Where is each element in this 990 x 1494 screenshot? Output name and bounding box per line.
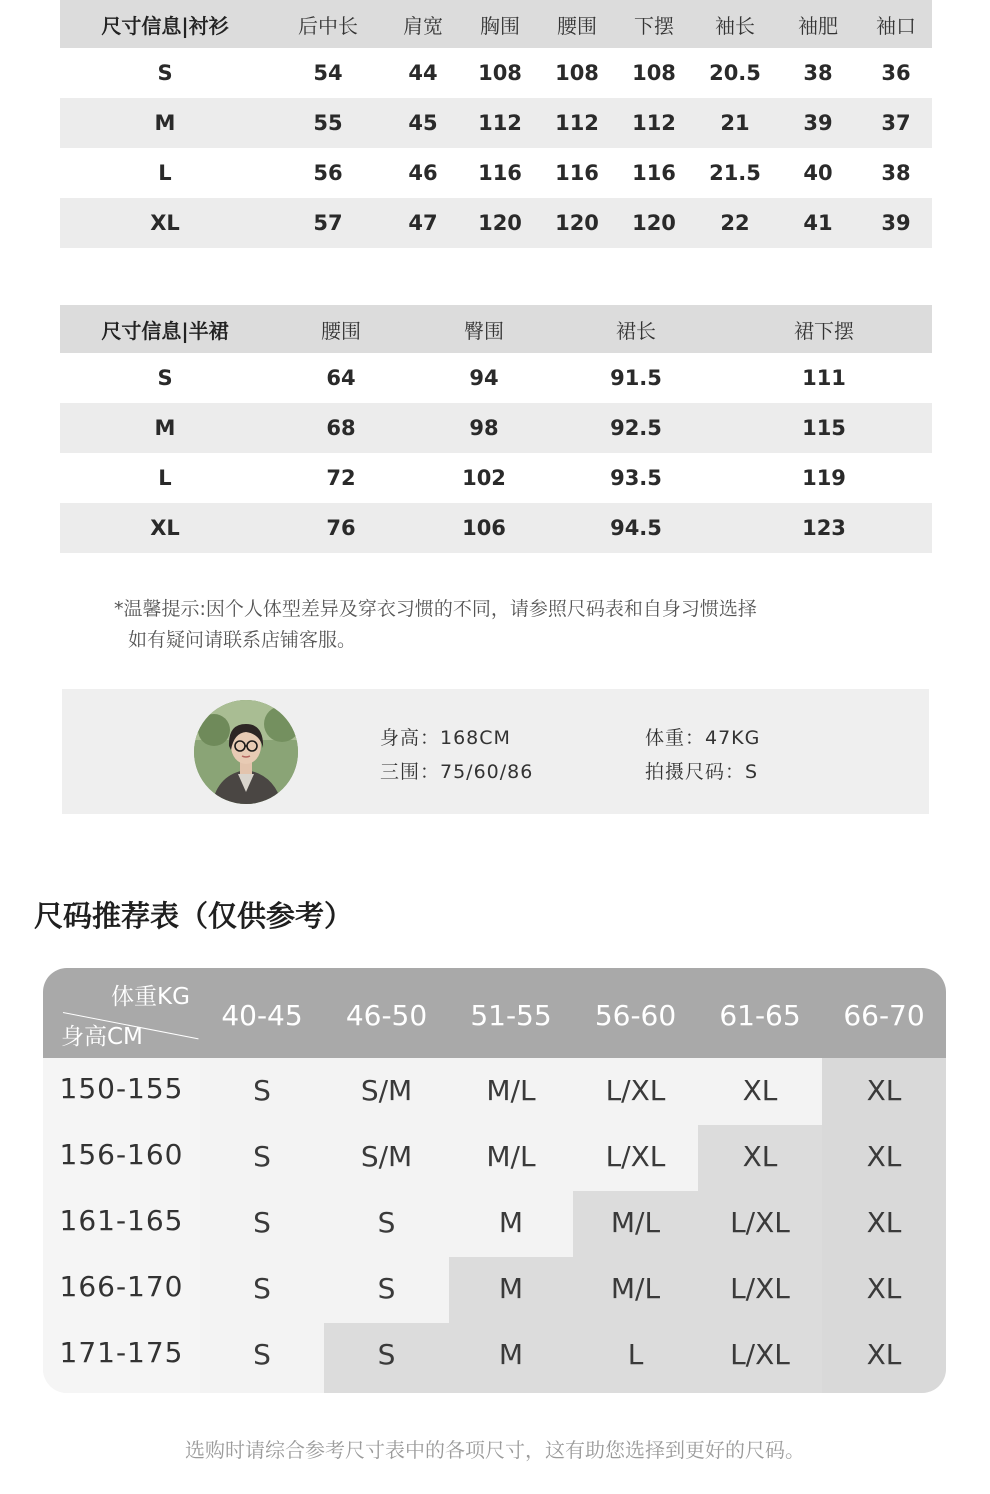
- model-photo-icon: [194, 700, 298, 804]
- recommended-size: L/XL: [730, 1272, 790, 1305]
- recommended-size: S: [253, 1206, 271, 1239]
- avatar: [194, 700, 298, 804]
- recommendation-body: [43, 1058, 946, 1393]
- table-cell: 20.5: [709, 61, 761, 85]
- height-range-label: 171-175: [59, 1336, 184, 1369]
- table-row: [60, 148, 932, 198]
- recommended-size: S: [377, 1206, 396, 1239]
- recommended-size: XL: [866, 1074, 902, 1107]
- weight-range-header: 46-50: [345, 999, 428, 1032]
- recommendation-column: [822, 1058, 946, 1393]
- table-cell: 93.5: [610, 466, 662, 490]
- recommended-size: S: [253, 1140, 271, 1173]
- table-cell: 108: [632, 61, 676, 85]
- table-cell: L: [158, 466, 172, 490]
- table-cell: 21: [720, 111, 750, 135]
- header-cell: 后中长: [298, 13, 358, 38]
- table-cell: 55: [313, 111, 343, 135]
- table-cell: 94.5: [610, 516, 662, 540]
- table-cell: S: [157, 366, 173, 390]
- corner-weight-label: 体重KG: [111, 984, 190, 1010]
- height-range-label: 166-170: [59, 1270, 184, 1303]
- table-cell: 120: [555, 211, 599, 235]
- recommended-size: M/L: [610, 1206, 661, 1239]
- table-cell: 98: [469, 416, 499, 440]
- table-cell: 112: [555, 111, 599, 135]
- table-cell: 91.5: [610, 366, 662, 390]
- table-cell: 94: [469, 366, 499, 390]
- header-cell: 袖口: [876, 13, 916, 38]
- header-cell: 袖长: [715, 13, 755, 38]
- table-row: [60, 98, 932, 148]
- recommendation-column: [324, 1058, 449, 1393]
- height-range-label: 161-165: [59, 1204, 184, 1237]
- table-row: [60, 353, 932, 403]
- recommended-size: XL: [866, 1206, 902, 1239]
- header-cell: 袖肥: [798, 13, 838, 38]
- table-cell: 36: [881, 61, 911, 85]
- table-row: [60, 198, 932, 248]
- weight-range-header: 51-55: [470, 999, 552, 1032]
- table-cell: 116: [478, 161, 522, 185]
- header-cell: 腰围: [557, 13, 597, 38]
- corner-height-label: 身高CM: [61, 1024, 143, 1050]
- table-cell: 116: [555, 161, 599, 185]
- table-row: [60, 48, 932, 98]
- table-cell: 102: [462, 466, 506, 490]
- table-cell: 76: [326, 516, 356, 540]
- height-range-label: 150-155: [59, 1072, 184, 1105]
- table-cell: 120: [478, 211, 522, 235]
- table-cell: 54: [313, 61, 343, 85]
- table-cell: 106: [462, 516, 506, 540]
- table-cell: 38: [881, 161, 911, 185]
- table-cell: 39: [881, 211, 911, 235]
- header-cell: 尺寸信息|半裙: [101, 318, 229, 343]
- recommended-size: M: [498, 1272, 524, 1305]
- recommendation-column: [698, 1058, 822, 1393]
- skirt-size-table: [60, 305, 932, 553]
- table-cell: 38: [803, 61, 833, 85]
- table-cell: 68: [326, 416, 356, 440]
- table-cell: 22: [720, 211, 750, 235]
- header-cell: 裙长: [616, 318, 656, 343]
- table-cell: 45: [408, 111, 438, 135]
- recommended-size: XL: [866, 1140, 902, 1173]
- tip-line: *温馨提示:因个人体型差异及穿衣习惯的不同，请参照尺码表和自身习惯选择: [114, 598, 757, 620]
- recommended-size: XL: [866, 1272, 902, 1305]
- height-range-label: 156-160: [59, 1138, 184, 1171]
- header-cell: 尺寸信息|衬衫: [101, 13, 229, 38]
- size-recommendation-table: [43, 968, 946, 1393]
- table-cell: M: [154, 416, 176, 440]
- table-cell: 46: [408, 161, 438, 185]
- recommended-size: M/L: [486, 1140, 536, 1173]
- table-cell: 112: [632, 111, 676, 135]
- weight-range-header: 40-45: [221, 999, 303, 1032]
- table-cell: 116: [632, 161, 676, 185]
- table-cell: 72: [326, 466, 356, 490]
- model-measurements: 三围：75/60/86: [380, 761, 534, 783]
- recommended-size: M/L: [486, 1074, 536, 1107]
- recommended-size: XL: [866, 1338, 902, 1371]
- table-cell: 39: [803, 111, 833, 135]
- model-info-box: [62, 689, 929, 814]
- recommended-size: S/M: [360, 1074, 413, 1107]
- recommended-size: L/XL: [605, 1074, 666, 1107]
- shirt-size-table: [60, 0, 932, 248]
- table-cell: 120: [632, 211, 676, 235]
- header-cell: 臀围: [464, 318, 504, 343]
- recommendation-column: [449, 1058, 573, 1393]
- table-cell: 112: [478, 111, 522, 135]
- recommended-size: M: [498, 1338, 524, 1371]
- header-cell: 腰围: [321, 318, 361, 343]
- recommended-size: L/XL: [730, 1338, 790, 1371]
- table-cell: 41: [803, 211, 833, 235]
- table-cell: 115: [802, 416, 846, 440]
- recommended-size: S: [377, 1272, 396, 1305]
- table-cell: 108: [478, 61, 522, 85]
- recommendation-column: [573, 1058, 698, 1393]
- recommended-size: XL: [742, 1074, 778, 1107]
- recommended-size: M/L: [610, 1272, 661, 1305]
- table-cell: 56: [313, 161, 343, 185]
- table-cell: 57: [313, 211, 343, 235]
- table-cell: L: [158, 161, 172, 185]
- weight-range-header: 66-70: [843, 999, 925, 1032]
- header-cell: 下摆: [634, 13, 674, 38]
- shirt-table-header: [60, 0, 932, 48]
- header-cell: 裙下摆: [794, 318, 854, 343]
- recommended-size: S: [253, 1272, 271, 1305]
- recommended-size: L/XL: [730, 1206, 790, 1239]
- recommended-size: S/M: [360, 1140, 413, 1173]
- recommended-size: S: [377, 1338, 396, 1371]
- recommended-size: XL: [742, 1140, 778, 1173]
- header-cell: 肩宽: [403, 13, 443, 38]
- table-cell: 40: [803, 161, 833, 185]
- table-cell: 111: [802, 366, 846, 390]
- recommended-size: S: [253, 1074, 271, 1107]
- recommendation-column: [200, 1058, 324, 1393]
- table-cell: 64: [326, 366, 356, 390]
- weight-range-header: 56-60: [594, 999, 677, 1032]
- recommended-size: L: [627, 1338, 644, 1371]
- skirt-table-header: [60, 305, 932, 353]
- table-row: [60, 453, 932, 503]
- table-cell: M: [154, 111, 176, 135]
- table-cell: 108: [555, 61, 599, 85]
- table-cell: XL: [150, 211, 180, 235]
- model-height: 身高：168CM: [380, 727, 511, 749]
- table-cell: 44: [408, 61, 438, 85]
- recommended-size: M: [498, 1206, 524, 1239]
- recommended-size: L/XL: [605, 1140, 666, 1173]
- recommended-size: S: [253, 1338, 271, 1371]
- table-row: [60, 503, 932, 553]
- table-cell: XL: [150, 516, 180, 540]
- recommendation-title: 尺码推荐表（仅供参考）: [34, 899, 354, 933]
- table-row: [60, 403, 932, 453]
- table-cell: 47: [408, 211, 438, 235]
- table-cell: S: [157, 61, 173, 85]
- table-cell: 92.5: [610, 416, 662, 440]
- table-cell: 37: [881, 111, 911, 135]
- table-cell: 21.5: [709, 161, 761, 185]
- model-weight: 体重：47KG: [645, 727, 761, 749]
- recommendation-header: [43, 968, 946, 1058]
- model-shot-size: 拍摄尺码：S: [645, 761, 759, 783]
- size-tip-note: [114, 594, 757, 656]
- header-cell: 胸围: [480, 13, 520, 38]
- footer-note: 选购时请综合参考尺寸表中的各项尺寸，这有助您选择到更好的尺码。: [185, 1438, 805, 1462]
- weight-range-header: 61-65: [719, 999, 801, 1032]
- table-cell: 119: [802, 466, 846, 490]
- table-cell: 123: [802, 516, 846, 540]
- tip-line: 如有疑问请联系店铺客服。: [128, 629, 357, 651]
